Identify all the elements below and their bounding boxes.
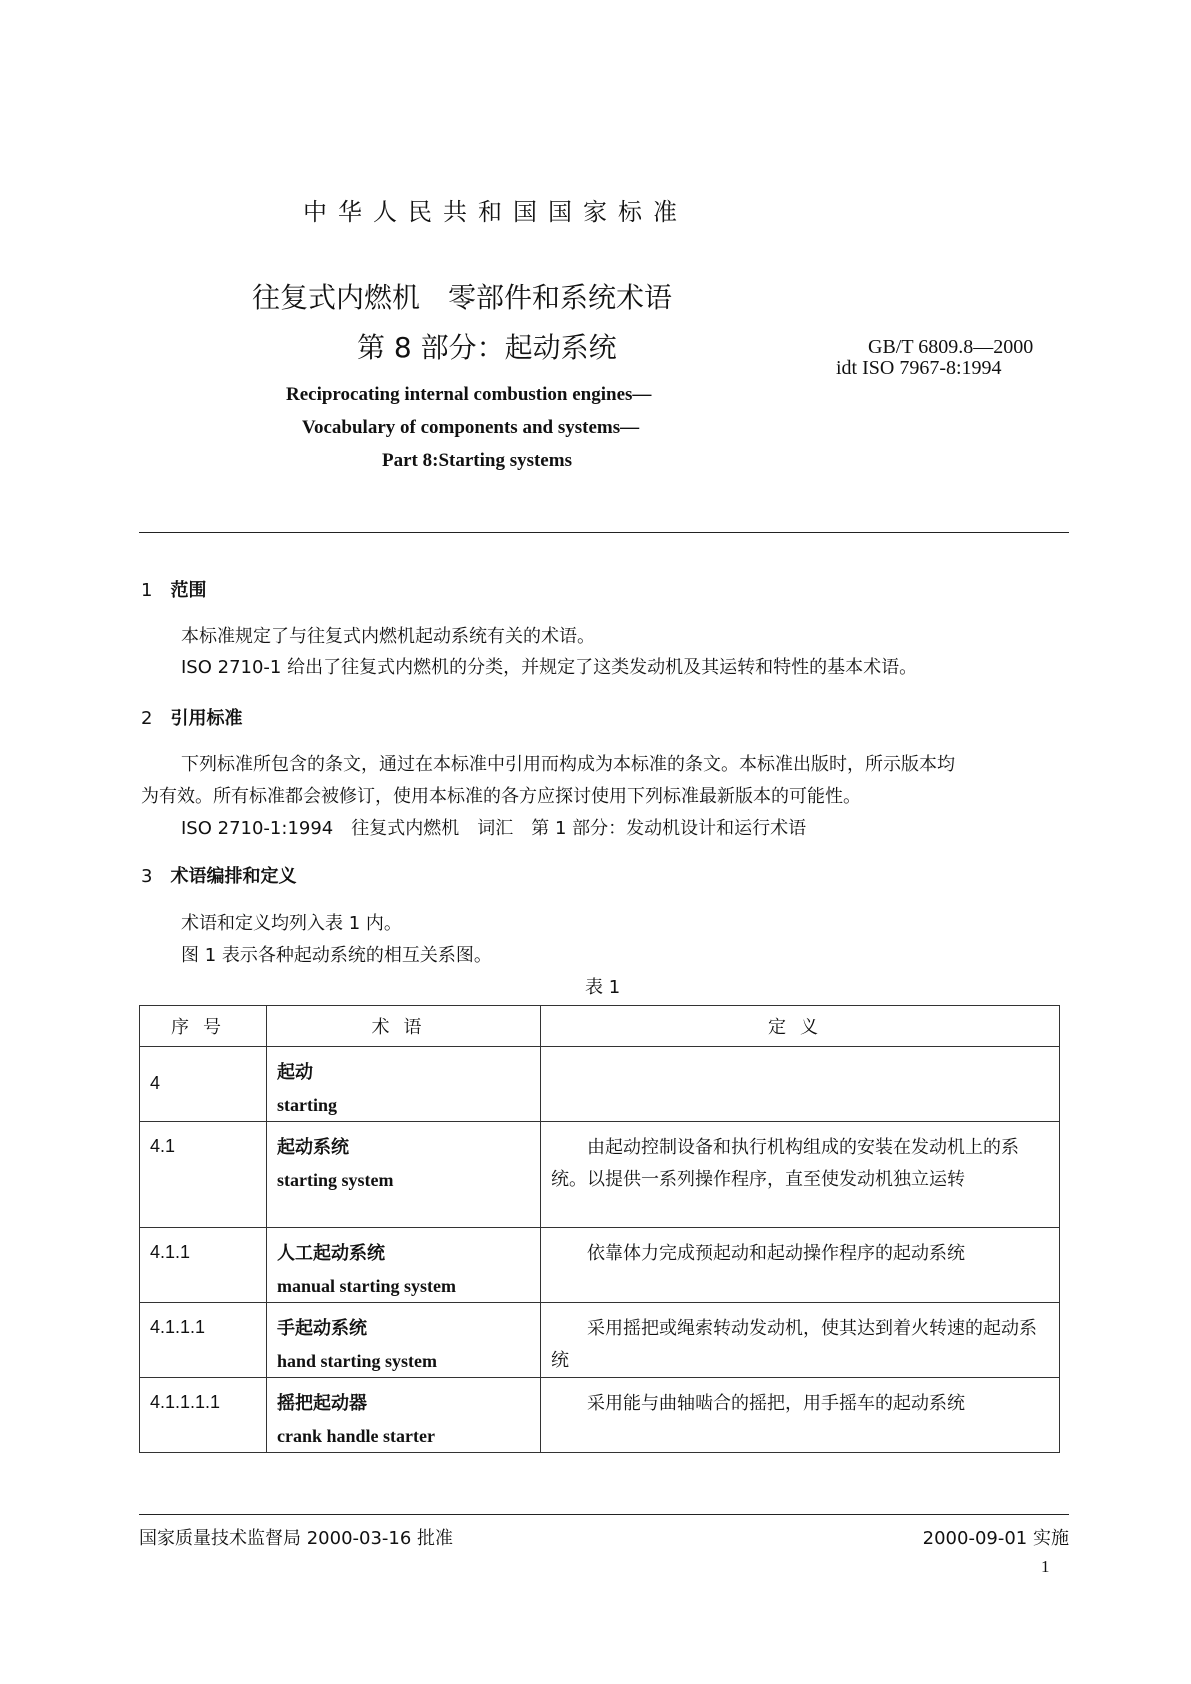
term-cell — [267, 1378, 541, 1453]
standard-code: GB/T 6809.8—2000 — [868, 336, 1034, 358]
paragraph: 为有效。所有标准都会被修订，使用本标准的各方应探讨使用下列标准最新版本的可能性。 — [141, 786, 861, 807]
term-cn: 起动 — [277, 1062, 313, 1083]
section-title: 术语编排和定义 — [170, 866, 297, 887]
section-3-heading — [141, 862, 296, 888]
term-en: starting — [277, 1095, 337, 1115]
paragraph: 本标准规定了与往复式内燃机起动系统有关的术语。 — [181, 626, 595, 647]
term-cell — [267, 1122, 541, 1228]
definition — [541, 1047, 1060, 1122]
definition: 由起动控制设备和执行机构组成的安装在发动机上的系统。以提供一系列操作程序，直至使发动机独立运转 — [541, 1122, 1060, 1228]
term-cn: 人工起动系统 — [277, 1243, 385, 1264]
section-title: 引用标准 — [170, 708, 243, 729]
header-divider — [139, 532, 1069, 533]
section-title: 范围 — [170, 580, 207, 601]
table-header-row — [140, 1006, 1060, 1047]
definition: 依靠体力完成预起动和起动操作程序的起动系统 — [541, 1228, 1060, 1303]
term-number: 4 — [140, 1047, 267, 1122]
page-number: 1 — [1041, 1557, 1050, 1576]
term-cell — [267, 1303, 541, 1378]
term-cn: 手起动系统 — [277, 1318, 367, 1339]
term-number: 4.1.1.1 — [140, 1303, 267, 1378]
idt-reference: idt ISO 7967-8:1994 — [836, 357, 1002, 379]
term-number: 4.1.1 — [140, 1228, 267, 1303]
title-en-line2: Vocabulary of components and systems— — [302, 417, 640, 438]
term-cell — [267, 1047, 541, 1122]
section-number: 3 — [141, 866, 153, 887]
title-en-line3: Part 8:Starting systems — [382, 450, 572, 471]
table-row — [140, 1228, 1060, 1303]
national-standard-label: 中华人民共和国国家标准 — [303, 198, 688, 226]
column-header: 序号 — [140, 1006, 267, 1047]
approval-info: 国家质量技术监督局 2000-03-16 批准 — [139, 1528, 454, 1549]
table-row — [140, 1122, 1060, 1228]
table-row — [140, 1303, 1060, 1378]
term-en: starting system — [277, 1170, 394, 1190]
section-number: 2 — [141, 708, 153, 729]
table-caption: 表 1 — [585, 977, 621, 998]
term-number: 4.1.1.1.1 — [140, 1378, 267, 1453]
term-en: crank handle starter — [277, 1426, 435, 1446]
paragraph: ISO 2710-1 给出了往复式内燃机的分类，并规定了这类发动机及其运转和特性的基本术语。 — [181, 657, 918, 678]
term-cn: 起动系统 — [277, 1137, 349, 1158]
terms-table — [139, 1005, 1060, 1453]
footer-divider — [139, 1514, 1069, 1515]
paragraph: 图 1 表示各种起动系统的相互关系图。 — [181, 945, 492, 966]
section-number: 1 — [141, 580, 153, 601]
title-cn-line2: 第 8 部分：起动系统 — [357, 331, 617, 364]
implementation-date: 2000-09-01 实施 — [922, 1528, 1069, 1549]
term-en: manual starting system — [277, 1276, 456, 1296]
paragraph: 下列标准所包含的条文，通过在本标准中引用而构成为本标准的条文。本标准出版时，所示版本均 — [181, 754, 955, 775]
table-row — [140, 1047, 1060, 1122]
paragraph: 术语和定义均列入表 1 内。 — [181, 913, 402, 934]
section-1-heading — [141, 576, 206, 602]
title-cn-line1: 往复式内燃机 零部件和系统术语 — [252, 281, 673, 314]
table-row — [140, 1378, 1060, 1453]
definition: 采用摇把或绳索转动发动机，使其达到着火转速的起动系统 — [541, 1303, 1060, 1378]
paragraph: ISO 2710-1:1994 往复式内燃机 词汇 第 1 部分：发动机设计和运行术语 — [181, 818, 807, 839]
title-en-line1: Reciprocating internal combustion engines— — [286, 384, 652, 405]
column-header: 术语 — [267, 1006, 541, 1047]
term-en: hand starting system — [277, 1351, 438, 1371]
term-cn: 摇把起动器 — [277, 1393, 367, 1414]
term-cell — [267, 1228, 541, 1303]
column-header: 定义 — [541, 1006, 1060, 1047]
definition: 采用能与曲轴啮合的摇把，用手摇车的起动系统 — [541, 1378, 1060, 1453]
term-number: 4.1 — [140, 1122, 267, 1228]
section-2-heading — [141, 704, 242, 730]
